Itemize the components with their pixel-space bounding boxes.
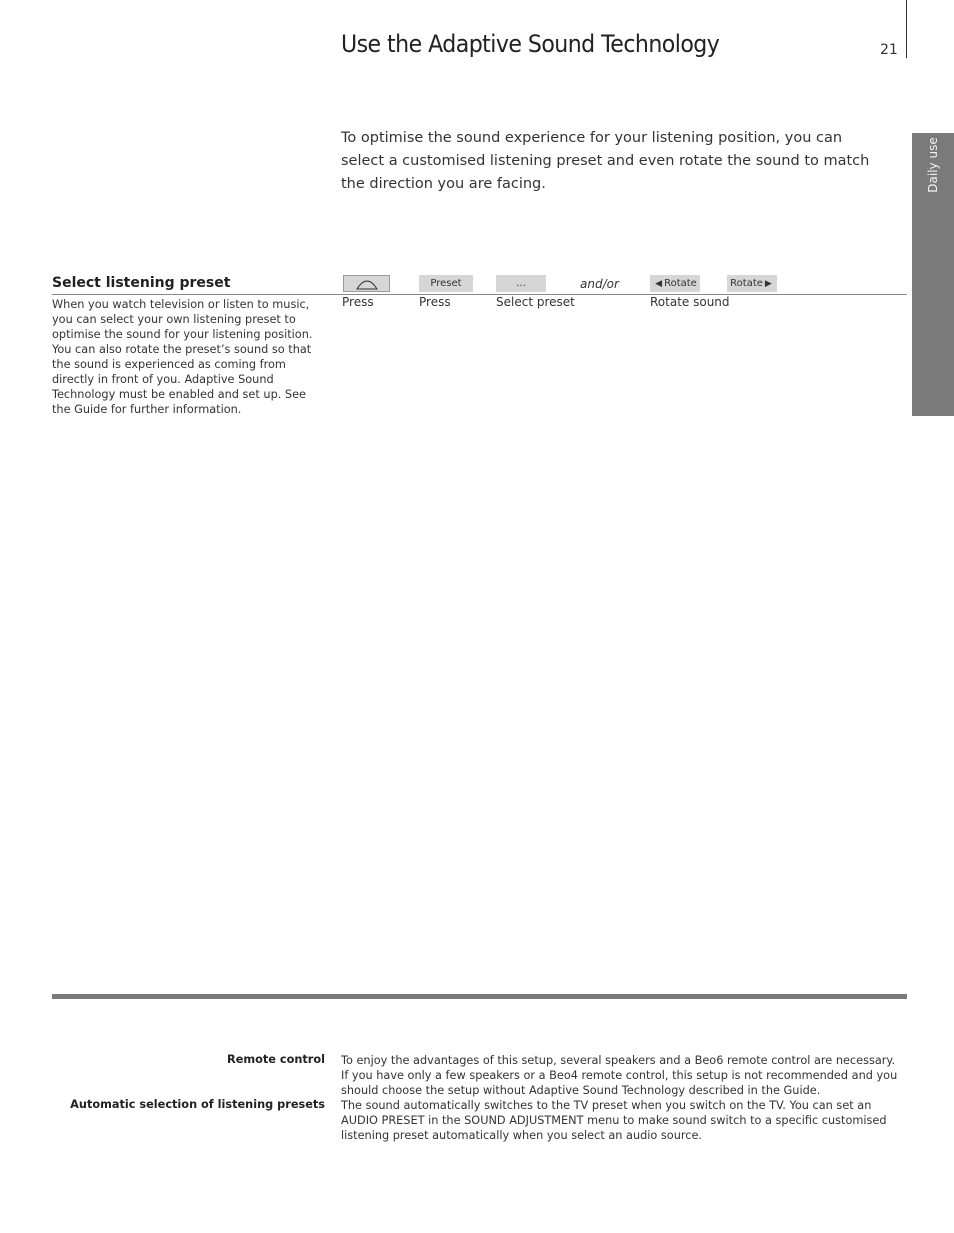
step-caption-press: Press [342,295,374,309]
arrow-left-icon: ◀ [655,278,663,289]
and-or-connector: and/or [580,277,619,291]
page-title: Use the Adaptive Sound Technology [341,30,720,58]
preset-key: Preset [419,275,473,292]
section-description: When you watch television or listen to music, you can select your own listening preset to optimise the sound for your listening position. You can also rotate the preset’s sound so that the sound is experienced as coming from directly in front of you. Adaptive Sound Technology must be enabled and set up. See the Guide for further information. [52,298,313,416]
note-label-automatic-selection: Automatic selection of listening presets [70,1098,325,1111]
step-caption-rotate-sound: Rotate sound [650,295,730,309]
rotate-right-label: Rotate [730,278,763,289]
note-text-automatic-selection: The sound automatically switches to the TV preset when you switch on the TV. You can set an AUDIO PRESET in the SOUND ADJUSTMENT menu to make sound switch to a specific customised listening preset automatically when you select an audio source. [341,1099,887,1142]
section-divider [52,294,907,295]
circle-button-key [343,275,390,292]
rotate-left-label: Rotate [664,278,697,289]
side-tab-label: Daily use [926,137,940,193]
arrow-right-icon: ▶ [764,278,772,289]
top-divider-line [906,0,907,58]
note-label-remote-control: Remote control [227,1053,325,1066]
bottom-divider-bar [52,994,907,999]
page-number: 21 [880,42,898,58]
step-caption-select-preset: Select preset [496,295,575,309]
circle-button-icon [356,277,378,290]
rotate-left-key [650,275,700,292]
ellipsis-key: … [496,275,546,292]
step-caption-press-preset: Press [419,295,451,309]
section-heading: Select listening preset [52,275,231,291]
intro-text: To optimise the sound experience for your listening position, you can select a customised listening preset and even rotate the sound to match the direction you are facing. [341,130,870,192]
intro-paragraph [341,127,881,196]
rotate-right-key [727,275,777,292]
note-text-remote-control: To enjoy the advantages of this setup, several speakers and a Beo6 remote control are necessary. If you have only a few speakers or a Beo4 remote control, this setup is not recommended and you should choose the setup without Adaptive Sound Technology described in the Guide. [341,1054,898,1097]
